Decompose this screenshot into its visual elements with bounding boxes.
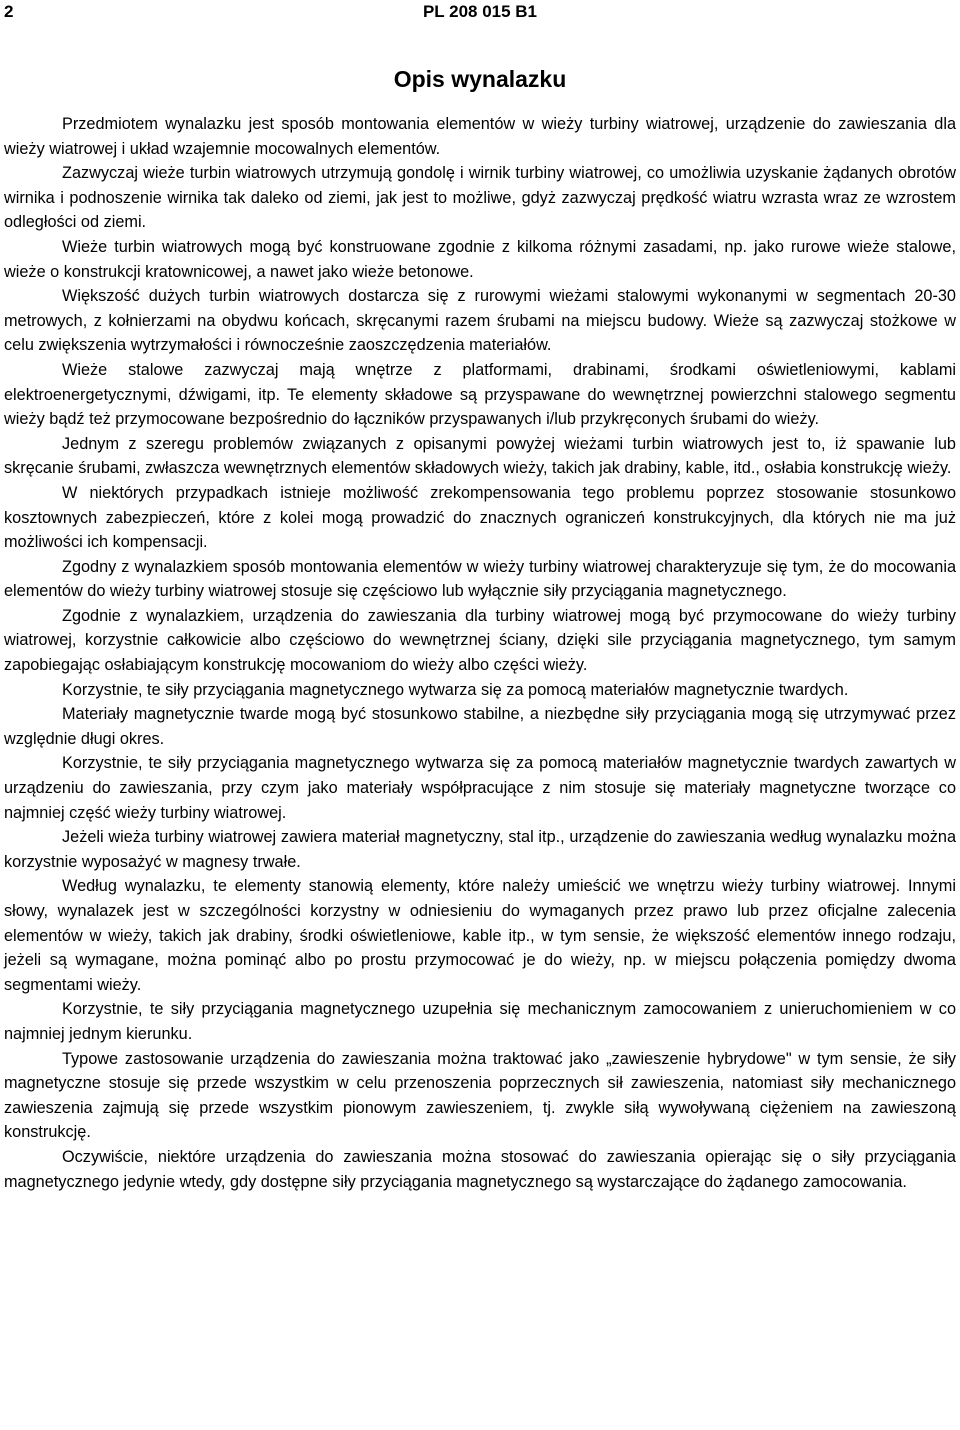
- paragraph: Typowe zastosowanie urządzenia do zawieszania można traktować jako „zawieszenie hybrydowe" w tym sensie, że siły magnetyczne stosuje się przede wszystkim w celu przenoszenia poprzecznych sił zawieszenia, natomiast siły mechanicznego zawieszenia zajmują się przede wszystkim pionowym zawieszeniem, tj. zwykle siłą wywoływaną ciężeniem na zawieszoną konstrukcję.: [4, 1049, 956, 1142]
- paragraph: Oczywiście, niektóre urządzenia do zawieszania można stosować do zawieszania opierając się o siły przyciągania magnetycznego jedynie wtedy, gdy dostępne siły przyciągania magnetycznego są wystarczające do żądanego zamocowania.: [4, 1147, 956, 1191]
- document-title: Opis wynalazku: [393, 66, 567, 92]
- paragraph: Wieże turbin wiatrowych mogą być konstruowane zgodnie z kilkoma różnymi zasadami, np. jako rurowe wieże stalowe, wieże o konstrukcji kratownicowej, a nawet jako wieże betonowe.: [4, 237, 956, 281]
- paragraph: Zgodny z wynalazkiem sposób montowania elementów w wieży turbiny wiatrowej charakteryzuje się tym, że do mocowania elementów do wieży turbiny wiatrowej stosuje się częściowo lub wyłącznie siły przyciągania magnetycznego.: [4, 557, 956, 601]
- paragraph: Zazwyczaj wieże turbin wiatrowych utrzymują gondolę i wirnik turbiny wiatrowej, co umożliwia uzyskanie żądanych obrotów wirnika i podnoszenie wirnika tak daleko od ziemi, jak jest to możliwe, gdyż zazwyczaj prędkość wiatru wzrasta wraz ze wzrostem odległości od ziemi.: [4, 164, 956, 232]
- paragraph: Korzystnie, te siły przyciągania magnetycznego uzupełnia się mechanicznym zamocowaniem z unieruchomieniem w co najmniej jednym kierunku.: [4, 1000, 956, 1043]
- paragraph: Według wynalazku, te elementy stanowią elementy, które należy umieścić we wnętrzu wieży turbiny wiatrowej. Innymi słowy, wynalazek jest w szczególności korzystny w odniesieniu do wymaganych przez prawo lub przez oficjalne zalecenia elementów w wieży, takich jak drabiny, środki oświetleniowe, kable itp., w tym sensie, że większość elementów innego rodzaju, jeżeli są wymagane, można pominąć albo po prostu przymocować je do wieży, np. w miejscu połączenia pomiędzy dwoma segmentami wieży.: [4, 877, 956, 994]
- paragraph: Większość dużych turbin wiatrowych dostarcza się z rurowymi wieżami stalowymi wykonanymi w segmentach 20-30 metrowych, z kołnierzami na obydwu końcach, skręcanymi razem śrubami na miejscu budowy. Wieże są zazwyczaj stożkowe w celu zwiększenia wytrzymałości i równocześnie zaoszczędzenia materiałów.: [4, 287, 956, 355]
- paragraph: Wieże stalowe zazwyczaj mają wnętrze z platformami, drabinami, środkami oświetleniowymi, kablami elektroenergetycznymi, dźwigami, itp. Te elementy składowe są przyspawane do wewnętrznej powierzchni stalowego segmentu wieży bądź też przymocowane bezpośrednio do łączników przyspawanych i/lub przykręconych śrubami do wieży.: [4, 360, 956, 429]
- document-number: PL 208 015 B1: [422, 2, 538, 21]
- paragraph: Zgodnie z wynalazkiem, urządzenia do zawieszania dla turbiny wiatrowej mogą być przymocowane do wieży turbiny wiatrowej, korzystnie całkowicie albo częściowo do wewnętrznej ściany, dzięki sile przyciągania magnetycznego, tym samym zapobiegając osłabiającym konstrukcję mocowaniom do wieży albo części wieży.: [4, 606, 956, 675]
- paragraph: Korzystnie, te siły przyciągania magnetycznego wytwarza się za pomocą materiałów magnetycznie twardych.: [62, 680, 849, 699]
- paragraph: W niektórych przypadkach istnieje możliwość zrekompensowania tego problemu poprzez stosowanie stosunkowo kosztownych zabezpieczeń, które z kolei mogą prowadzić do znacznych ograniczeń konstrukcyjnych, dla których nie ma już możliwości ich kompensacji.: [4, 483, 956, 552]
- document-body: [4, 112, 956, 1194]
- paragraph: Korzystnie, te siły przyciągania magnetycznego wytwarza się za pomocą materiałów magnetycznie twardych zawartych w urządzeniu do zawieszania, przy czym jako materiały współpracujące z nim stosuje się materiały magnetyczne tworzące co najmniej część wieży turbiny wiatrowej.: [4, 754, 956, 822]
- page-number: 2: [4, 2, 14, 21]
- paragraph: Jeżeli wieża turbiny wiatrowej zawiera materiał magnetyczny, stal itp., urządzenie do zawieszania według wynalazku można korzystnie wyposażyć w magnesy trwałe.: [4, 828, 956, 871]
- page-header: [4, 2, 956, 28]
- paragraph: Jednym z szeregu problemów związanych z opisanymi powyżej wieżami turbin wiatrowych jest to, iż spawanie lub skręcanie śrubami, zwłaszcza wewnętrznych elementów składowych wieży, takich jak drabiny, kable, itd., osłabia konstrukcję wieży.: [4, 434, 956, 478]
- paragraph: Przedmiotem wynalazku jest sposób montowania elementów w wieży turbiny wiatrowej, urządzenie do zawieszania dla wieży wiatrowej i układ wzajemnie mocowalnych elementów.: [4, 115, 956, 158]
- paragraph: Materiały magnetycznie twarde mogą być stosunkowo stabilne, a niezbędne siły przyciągania mogą się utrzymywać przez względnie długi okres.: [4, 705, 956, 748]
